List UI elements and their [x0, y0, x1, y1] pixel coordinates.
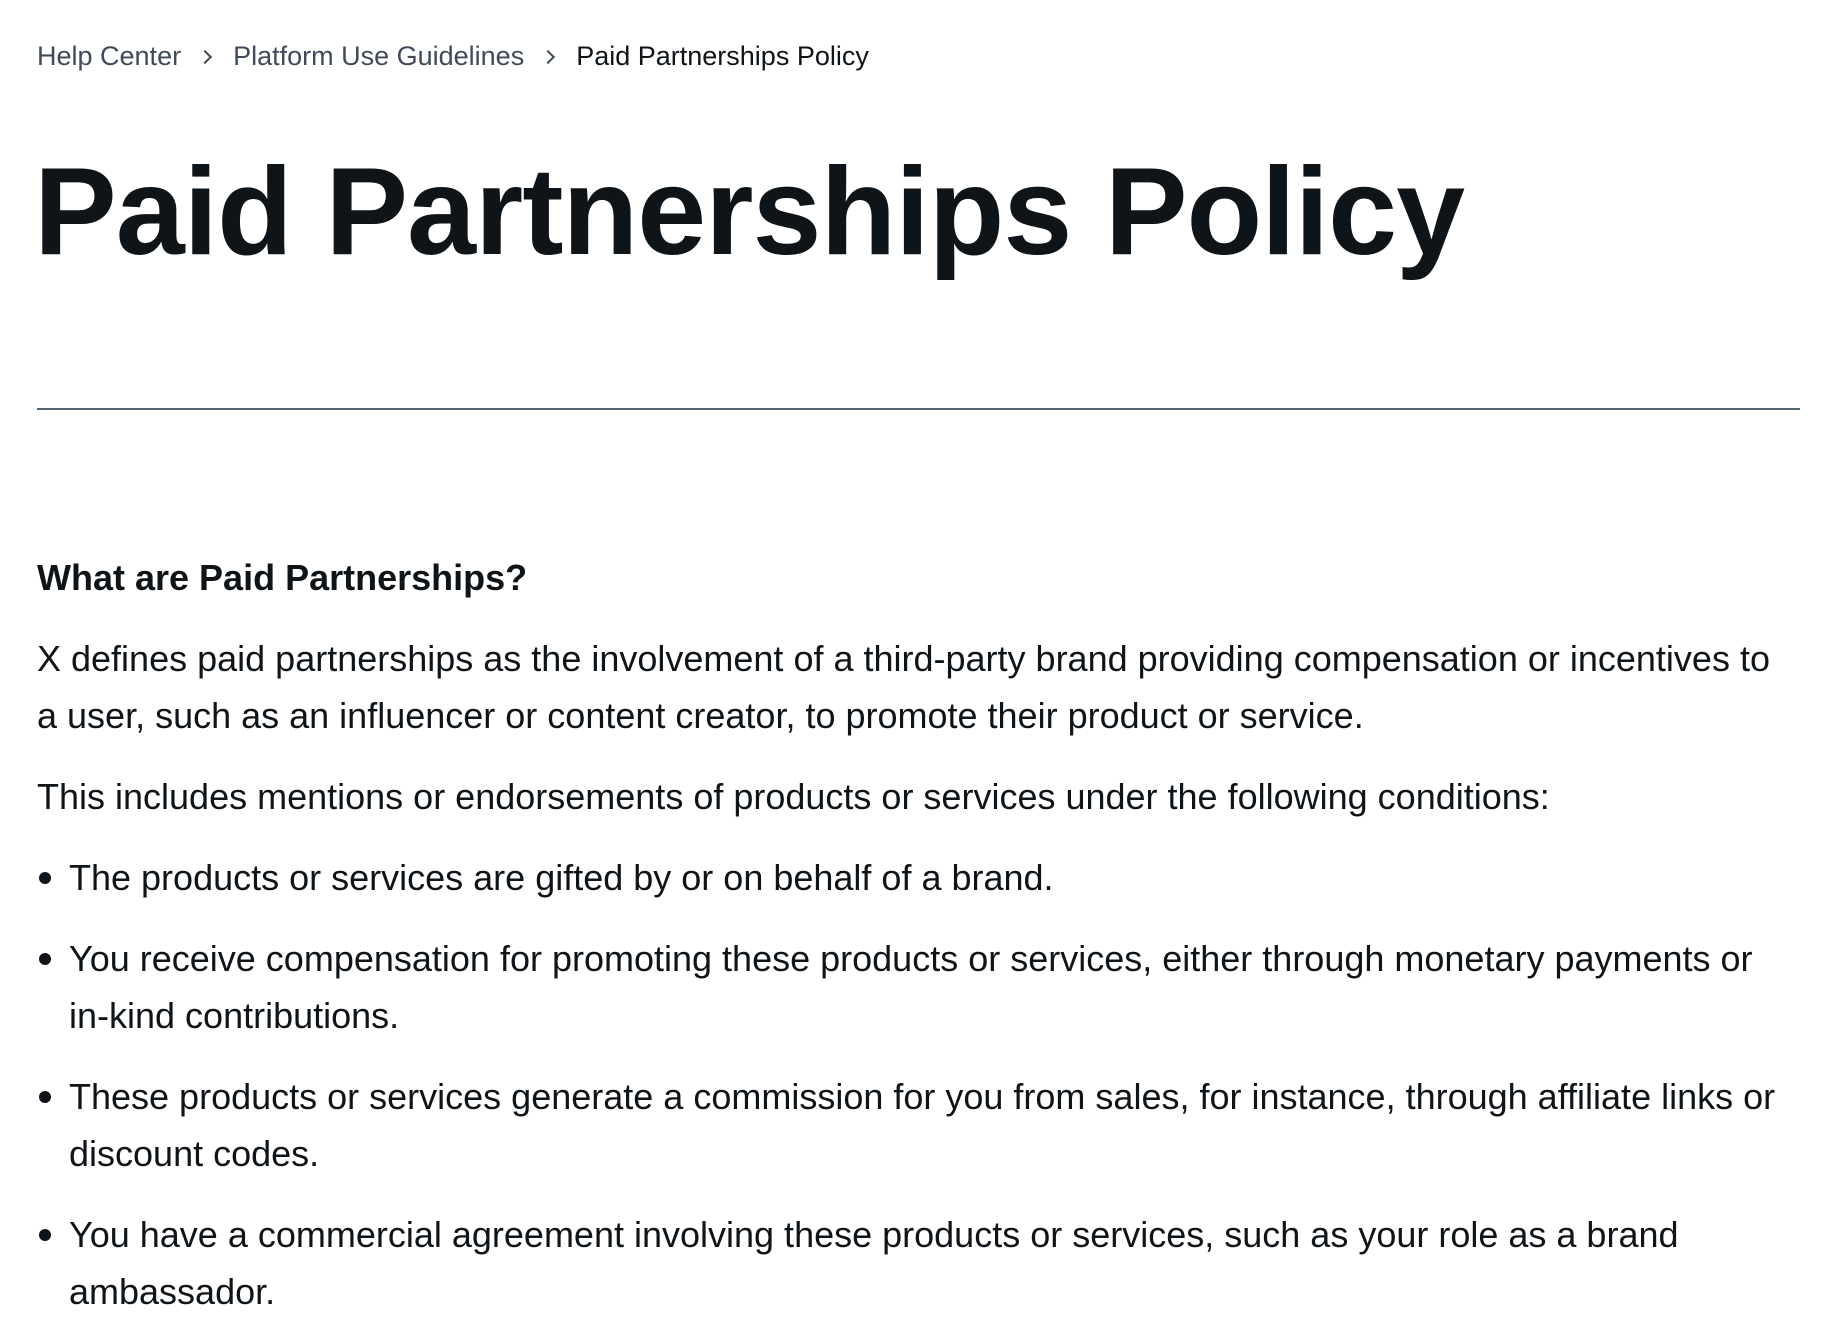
bullet-icon — [39, 1229, 51, 1241]
list-item — [37, 1206, 1777, 1320]
breadcrumb — [37, 38, 869, 74]
breadcrumb-current-page: Paid Partnerships Policy — [576, 41, 869, 71]
bullet-icon — [39, 1091, 51, 1103]
page-title: Paid Partnerships Policy — [34, 143, 1465, 281]
chevron-right-icon — [524, 38, 576, 74]
list-item-text: The products or services are gifted by or on behalf of a brand. — [69, 857, 1054, 898]
list-item-text: You receive compensation for promoting these products or services, either through monetary payments or in-kind contributions. — [69, 938, 1753, 1036]
breadcrumb-link-help-center[interactable]: Help Center — [37, 41, 182, 71]
list-item-text: You have a commercial agreement involving these products or services, such as your role as a brand ambassador. — [69, 1214, 1679, 1312]
title-divider — [37, 408, 1800, 410]
chevron-right-icon — [181, 38, 233, 74]
conditions-list — [37, 849, 1777, 1344]
list-item — [37, 930, 1777, 1044]
list-item-text: These products or services generate a commission for you from sales, for instance, through affiliate links or discount codes. — [69, 1076, 1776, 1174]
section-paragraph-definition: X defines paid partnerships as the involvement of a third-party brand providing compensation or incentives to a user, such as an influencer or content creator, to promote their product or service. — [37, 638, 1770, 736]
bullet-icon — [39, 953, 51, 965]
section-paragraph-conditions: This includes mentions or endorsements of products or services under the following conditions: — [37, 776, 1550, 817]
list-item — [37, 849, 1777, 906]
section-heading: What are Paid Partnerships? — [37, 557, 528, 598]
list-item — [37, 1068, 1777, 1182]
breadcrumb-link-platform-use-guidelines[interactable]: Platform Use Guidelines — [233, 41, 525, 71]
bullet-icon — [39, 872, 51, 884]
